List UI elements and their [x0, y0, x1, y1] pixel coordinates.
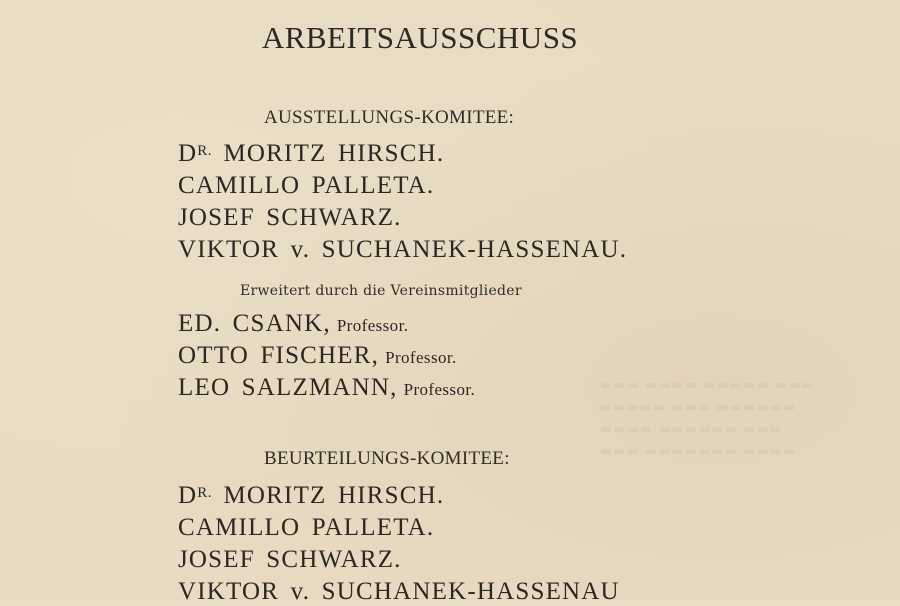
section-heading-beurteilungs-komitee: BEURTEILUNGS-KOMITEE:	[264, 448, 510, 469]
member-name: JOSEF SCHWARZ.	[178, 546, 402, 573]
member-entry	[178, 172, 434, 200]
member-entry	[178, 204, 402, 232]
page-title: ARBEITSAUSSCHUSS	[261, 20, 579, 55]
member-name: JOSEF SCHWARZ.	[178, 204, 402, 231]
title-prefix: $D^{R.}$	[178, 482, 213, 509]
title-prefix: $D^{R.}$	[178, 140, 213, 167]
member-entry	[178, 236, 627, 264]
member-name: CAMILLO PALLETA.	[178, 172, 435, 199]
extended-member-entry	[178, 374, 475, 402]
member-name: MORITZ HIRSCH.	[223, 140, 445, 167]
member-name: MORITZ HIRSCH.	[223, 482, 445, 509]
member-name: VIKTOR v. SUCHANEK-HASSENAU.	[178, 236, 628, 263]
member-entry	[178, 514, 434, 542]
member-name: VIKTOR v. SUCHANEK-HASSENAU	[178, 578, 620, 605]
extended-member-entry	[178, 310, 408, 338]
member-entry	[178, 140, 444, 168]
member-name: OTTO FISCHER,	[178, 342, 380, 369]
member-role: Professor.	[403, 380, 476, 399]
bleed-through-text: ▬▬▬ ▬▬▬▬ ▬▬▬▬▬ ▬▬▬ ▬▬▬▬▬ ▬▬▬ ▬▬▬▬▬▬ ▬▬▬▬ ▬▬▬▬▬▬ ▬▬▬ ▬▬▬ ▬▬▬▬▬▬▬ ▬▬▬▬	[600, 378, 815, 459]
extended-member-entry	[178, 342, 457, 370]
member-name: ED. CSANK,	[178, 310, 331, 337]
member-entry	[178, 482, 444, 510]
extension-note: Erweitert durch die Vereinsmitglieder	[240, 283, 522, 299]
member-name: CAMILLO PALLETA.	[178, 514, 435, 541]
member-name: LEO SALZMANN,	[178, 374, 398, 401]
member-role: Professor.	[336, 316, 409, 335]
member-entry	[178, 546, 402, 574]
section-heading-ausstellungs-komitee: AUSSTELLUNGS-KOMITEE:	[264, 107, 515, 128]
member-entry	[178, 578, 620, 606]
member-role: Professor.	[385, 348, 457, 367]
